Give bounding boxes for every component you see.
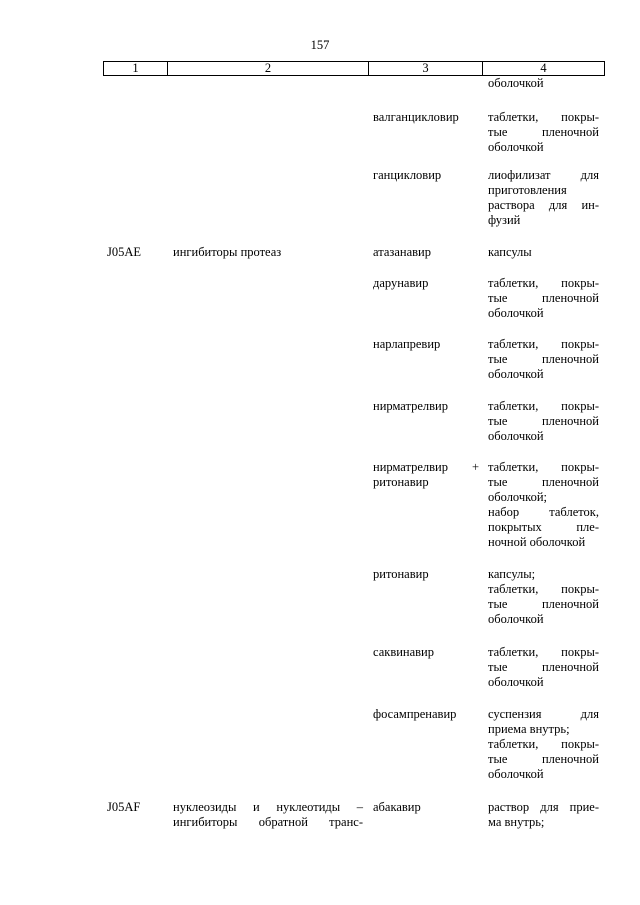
drug-name: валганцикловир xyxy=(373,110,459,124)
atc-code: J05AF xyxy=(107,800,141,814)
dosage-form: таблетки, покры- тые пленочной оболочкой xyxy=(488,276,599,320)
drug-name: абакавир xyxy=(373,800,421,814)
dosage-form: лиофилизат для приготовления раствора для ин- фузий xyxy=(488,168,599,227)
column-divider xyxy=(604,61,605,76)
dosage-form: таблетки, покры- тые пленочной оболочкой xyxy=(488,645,599,689)
drug-name: дарунавир xyxy=(373,276,429,290)
drug-name: нирматрелвир + ритонавир xyxy=(373,460,479,489)
atc-code: J05AE xyxy=(107,245,142,259)
header-col-2: 2 xyxy=(264,61,272,75)
drug-name: фосампренавир xyxy=(373,707,457,721)
dosage-form: таблетки, покры- тые пленочной оболочкой xyxy=(488,399,599,443)
dosage-form: таблетки, покры- тые пленочной оболочкой xyxy=(488,110,599,154)
dosage-form: оболочкой xyxy=(488,76,544,90)
drug-name: нарлапревир xyxy=(373,337,441,351)
dosage-form: суспензия для приема внутрь; таблетки, покры- тые пленочной оболочкой xyxy=(488,707,599,781)
dosage-form: раствор для прие- ма внутрь; xyxy=(488,800,599,829)
drug-name: саквинавир xyxy=(373,645,434,659)
group-name: нуклеозиды и нуклеотиды – ингибиторы обратной транс- xyxy=(173,800,363,829)
drug-name: нирматрелвир xyxy=(373,399,448,413)
dosage-form: капсулы xyxy=(488,245,532,259)
dosage-form: капсулы; таблетки, покры- тые пленочной оболочкой xyxy=(488,567,599,626)
dosage-form: таблетки, покры- тые пленочной оболочкой xyxy=(488,337,599,381)
drug-name: ганцикловир xyxy=(373,168,442,182)
header-col-1: 1 xyxy=(132,61,139,75)
dosage-form: таблетки, покры- тые пленочной оболочкой; набор таблеток, покрытых пле- ночной оболочкой xyxy=(488,460,599,549)
group-name: ингибиторы протеаз xyxy=(173,245,282,259)
header-col-4: 4 xyxy=(540,61,547,75)
drug-name: ритонавир xyxy=(373,567,429,581)
header-col-3: 3 xyxy=(422,61,429,75)
page-number: 157 xyxy=(310,38,330,52)
drug-name: атазанавир xyxy=(373,245,431,259)
